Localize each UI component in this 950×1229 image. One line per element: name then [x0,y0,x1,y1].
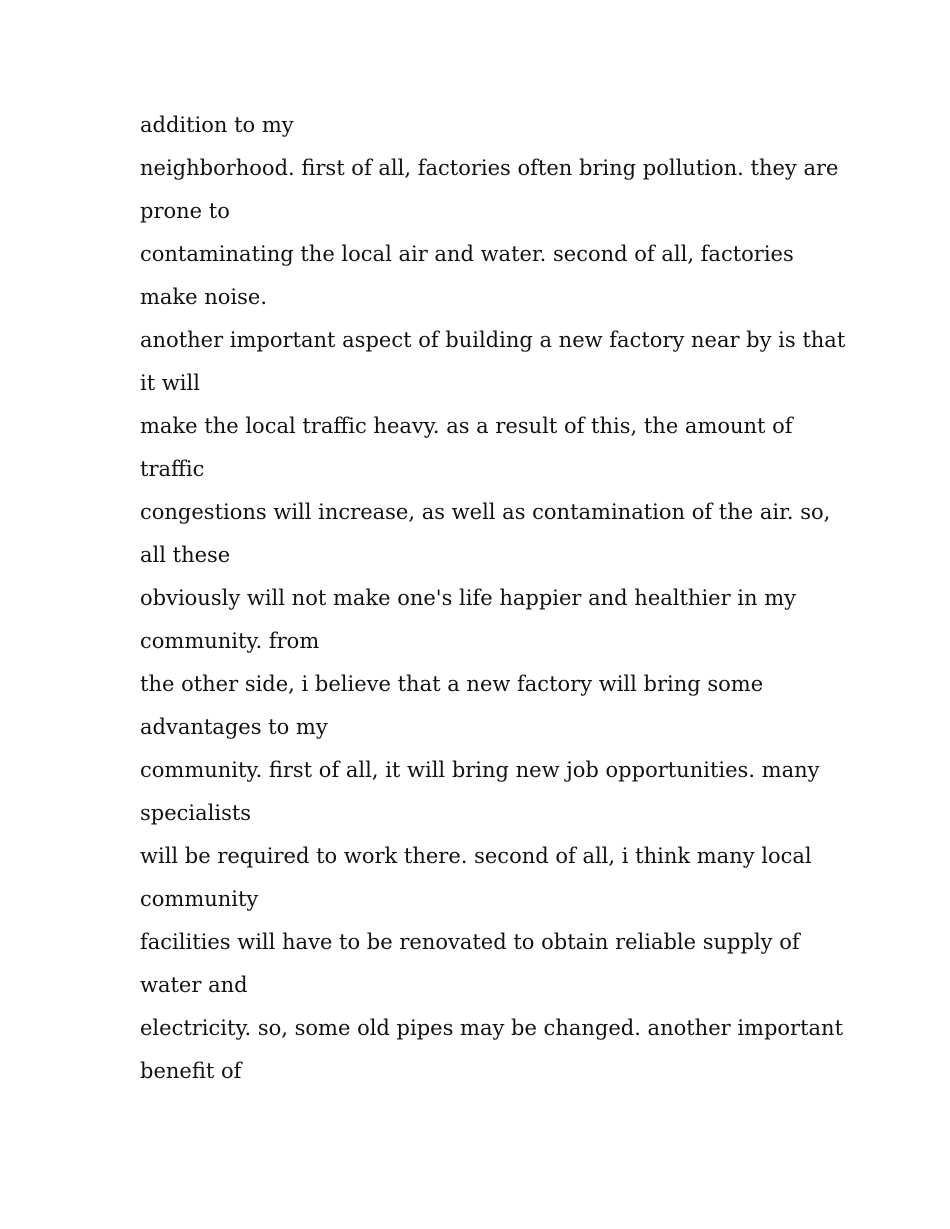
text-line: water and [140,973,248,997]
text-line: community. from [140,629,320,653]
text-line: electricity. so, some old pipes may be changed. another important [140,1016,844,1040]
text-line: make the local traffic heavy. as a result of this, the amount of [140,414,793,438]
text-line: advantages to my [140,715,328,739]
text-line: neighborhood. first of all, factories often bring pollution. they are [140,156,839,180]
text-line: facilities will have to be renovated to obtain reliable supply of [140,930,800,954]
text-line: community. first of all, it will bring new job opportunities. many [140,758,820,782]
text-line: traffic [140,457,205,481]
text-line: obviously will not make one's life happier and healthier in my [140,586,796,610]
text-line: contaminating the local air and water. second of all, factories [140,242,794,266]
text-line: all these [140,543,231,567]
text-line: make noise. [140,285,268,309]
text-line: another important aspect of building a new factory near by is that [140,328,846,352]
text-line: congestions will increase, as well as contamination of the air. so, [140,500,831,524]
text-line: specialists [140,801,252,825]
text-line: addition to my [140,113,294,137]
text-line: community [140,887,259,911]
essay-text [140,104,846,1093]
text-line: the other side, i believe that a new factory will bring some [140,672,764,696]
text-line: will be required to work there. second of all, i think many local [140,844,812,868]
text-line: benefit of [140,1059,242,1083]
text-line: it will [140,371,200,395]
text-line: prone to [140,199,230,223]
